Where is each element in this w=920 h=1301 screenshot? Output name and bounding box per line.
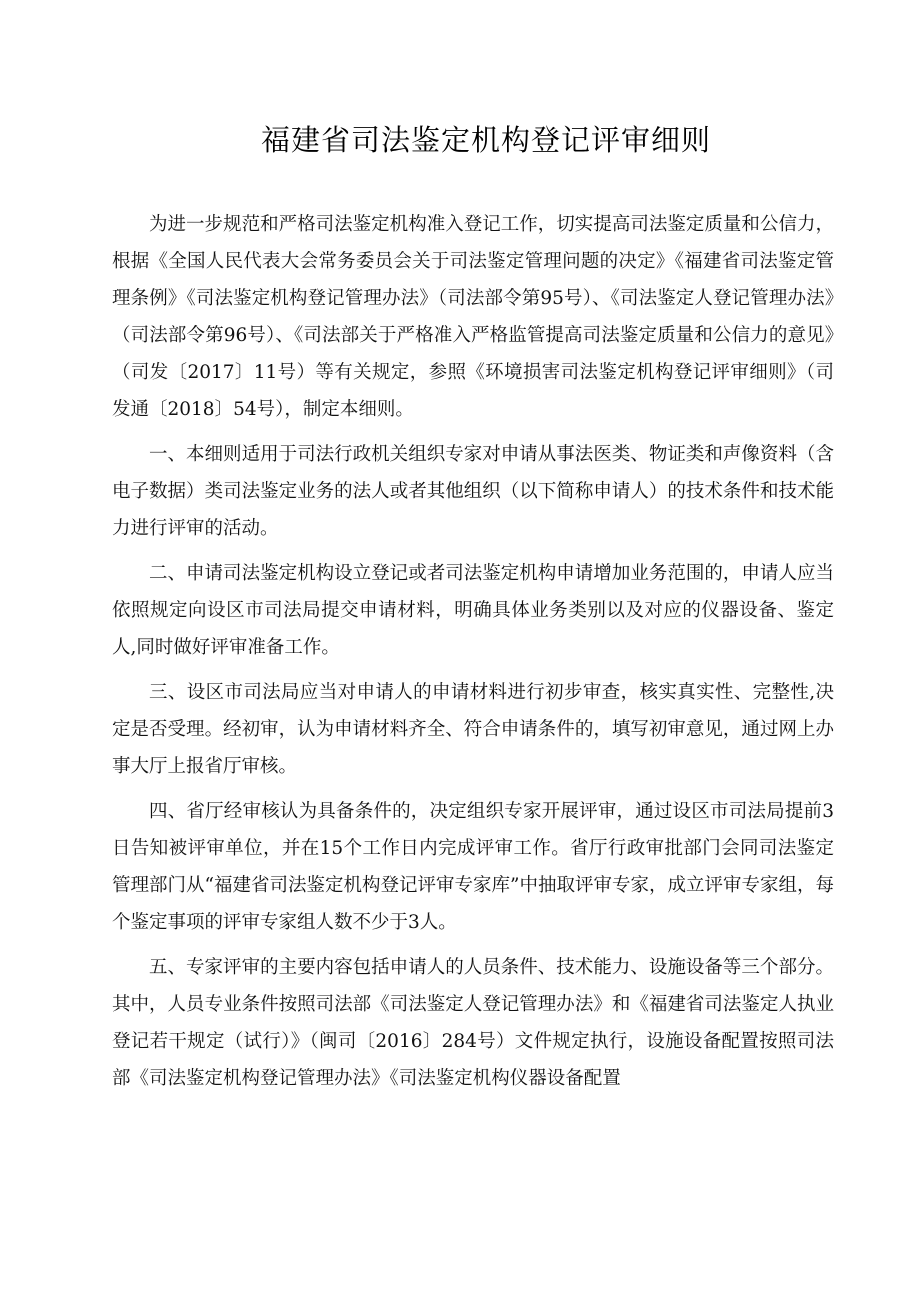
paragraph-intro: 为进一步规范和严格司法鉴定机构准入登记工作，切实提高司法鉴定质量和公信力，根据《全国人民代表大会常务委员会关于司法鉴定管理问题的决定》《福建省司法鉴定管理条例》《司法鉴定机构登记管理办法》（司法部令第95号）、《司法鉴定人登记管理办法》（司法部令第96号）、《司法部关于严格准入严格监管提高司法鉴定质量和公信力的意见》（司发〔2017〕11号）等有关规定，参照《环境损害司法鉴定机构登记评审细则》（司发通〔2018〕54号），制定本细则。 [112,214,834,420]
paragraph-article-5: 五、专家评审的主要内容包括申请人的人员条件、技术能力、设施设备等三个部分。其中，人员专业条件按照司法部《司法鉴定人登记管理办法》和《福建省司法鉴定人执业登记若干规定（试行）》（闽司〔2016〕284号）文件规定执行，设施设备配置按照司法部《司法鉴定机构登记管理办法》《司法鉴定机构仪器设备配置 [112,957,834,1089]
paragraph-article-3: 三、设区市司法局应当对申请人的申请材料进行初步审查，核实真实性、完整性,决定是否受理。经初审，认为申请材料齐全、符合申请条件的，填写初审意见，通过网上办事大厅上报省厅审核。 [112,682,834,777]
paragraph-article-4: 四、省厅经审核认为具备条件的，决定组织专家开展评审，通过设区市司法局提前3日告知被评审单位，并在15个工作日内完成评审工作。省厅行政审批部门会同司法鉴定管理部门从“福建省司法鉴定机构登记评审专家库”中抽取评审专家，成立评审专家组，每个鉴定事项的评审专家组人数不少于3人。 [112,801,834,933]
document-title: 福建省司法鉴定机构登记评审细则 [260,123,711,157]
paragraph-article-1: 一、本细则适用于司法行政机关组织专家对申请从事法医类、物证类和声像资料（含电子数据）类司法鉴定业务的法人或者其他组织（以下简称申请人）的技术条件和技术能力进行评审的活动。 [112,444,834,539]
paragraph-article-2: 二、申请司法鉴定机构设立登记或者司法鉴定机构申请增加业务范围的，申请人应当依照规定向设区市司法局提交申请材料，明确具体业务类别以及对应的仪器设备、鉴定人,同时做好评审准备工作。 [112,563,834,658]
document-body [112,206,834,1097]
